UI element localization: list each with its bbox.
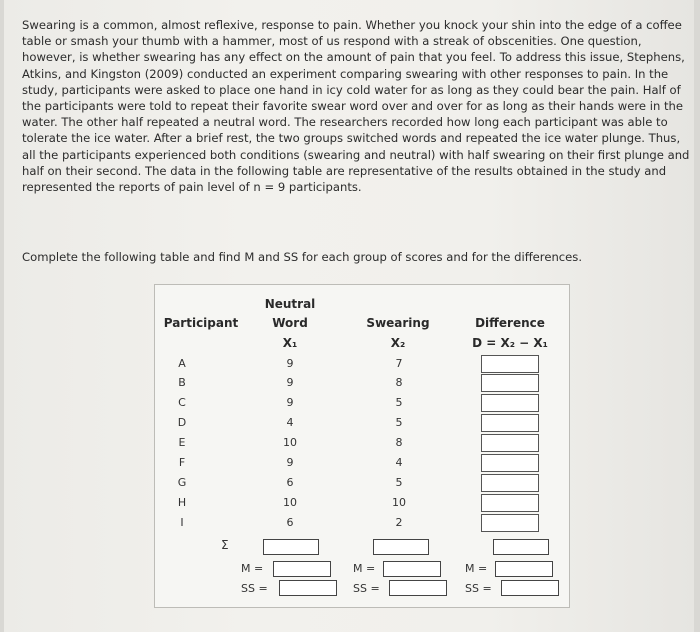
row-a-x1: 9 (286, 357, 294, 370)
intro-paragraph: Swearing is a common, almost reflexive, response to pain. Whether you knock your shin into the edge of a coffee table or smash your thumb with a hammer, most of us respond with a streak of obscenities. One question, however, is whether swearing has any effect on the amount of pain that you feel. To address this issue, Stephens, Atkins, and Kingston (2009) conducted an experiment comparing swearing with other responses to pain. In the study, participants were asked to place one hand in icy cold water for as long as they could bear the pain. Half of the participants were told to repeat their favorite swear word over and over for as long as their hands were in the water. The other half repeated a neutral word. The researchers recorded how long each participant was able to tolerate the ice water. After a brief rest, the two groups switched words and repeated the ice water plunge. Thus, all the participants experienced both conditions (swearing and neutral) with half swearing on their first plunge and half on their second. The data in the following table are representative of the results obtained in the study and represented the reports of pain level of n = 9 participants. (22, 18, 690, 195)
row-d-x2: 5 (395, 416, 403, 429)
row-c-difference-input[interactable] (481, 394, 539, 412)
row-g-x1: 6 (286, 476, 294, 489)
row-h-x1: 10 (283, 496, 297, 509)
ss-label-difference: SS = (465, 582, 492, 595)
row-a-difference-input[interactable] (481, 355, 539, 373)
row-b-x2: 8 (395, 376, 403, 389)
mean-label-x1: M = (241, 562, 264, 575)
sigma-label: Σ (221, 538, 229, 552)
problem-page (4, 0, 694, 632)
row-f-x2: 4 (395, 456, 403, 469)
row-b-difference-input[interactable] (481, 374, 539, 392)
row-h-difference-input[interactable] (481, 494, 539, 512)
row-f-x1: 9 (286, 456, 294, 469)
row-a-x2: 7 (395, 357, 403, 370)
ss-label-x1: SS = (241, 582, 268, 595)
ss-label-x2: SS = (353, 582, 380, 595)
ss-difference-input[interactable] (501, 580, 559, 596)
row-e-x1: 10 (283, 436, 297, 449)
ss-x2-input[interactable] (389, 580, 447, 596)
row-i-x1: 6 (286, 516, 294, 529)
mean-difference-input[interactable] (495, 561, 553, 577)
row-g-x2: 5 (395, 476, 403, 489)
row-f-participant: F (178, 456, 186, 469)
header-swearing: Swearing (366, 316, 430, 330)
sum-x1-input[interactable] (263, 539, 319, 555)
mean-x2-input[interactable] (383, 561, 441, 577)
row-g-participant: G (177, 476, 187, 489)
row-e-participant: E (178, 436, 186, 449)
ss-x1-input[interactable] (279, 580, 337, 596)
row-d-participant: D (177, 416, 187, 429)
row-b-participant: B (178, 376, 186, 389)
row-c-x2: 5 (395, 396, 403, 409)
row-i-x2: 2 (395, 516, 403, 529)
row-e-difference-input[interactable] (481, 434, 539, 452)
mean-label-x2: M = (353, 562, 376, 575)
data-table (154, 284, 570, 608)
header-neutral-line1: Neutral (264, 297, 316, 311)
row-e-x2: 8 (395, 436, 403, 449)
row-b-x1: 9 (286, 376, 294, 389)
instruction-text: Complete the following table and find M and SS for each group of scores and for the differences. (22, 250, 583, 264)
row-g-difference-input[interactable] (481, 474, 539, 492)
mean-label-difference: M = (465, 562, 488, 575)
header-swearing-var: X₂ (390, 336, 406, 350)
row-c-x1: 9 (286, 396, 294, 409)
mean-x1-input[interactable] (273, 561, 331, 577)
sum-x2-input[interactable] (373, 539, 429, 555)
row-d-difference-input[interactable] (481, 414, 539, 432)
sum-difference-input[interactable] (493, 539, 549, 555)
header-difference-formula: D = X₂ − X₁ (472, 336, 548, 350)
row-a-participant: A (178, 357, 186, 370)
row-h-participant: H (177, 496, 187, 509)
row-h-x2: 10 (392, 496, 406, 509)
row-i-participant: I (180, 516, 184, 529)
row-d-x1: 4 (286, 416, 294, 429)
header-difference: Difference (475, 316, 545, 330)
header-participant: Participant (163, 316, 239, 330)
row-c-participant: C (178, 396, 186, 409)
header-neutral-line2: Word (272, 316, 308, 330)
row-i-difference-input[interactable] (481, 514, 539, 532)
header-neutral-var: X₁ (282, 336, 298, 350)
row-f-difference-input[interactable] (481, 454, 539, 472)
